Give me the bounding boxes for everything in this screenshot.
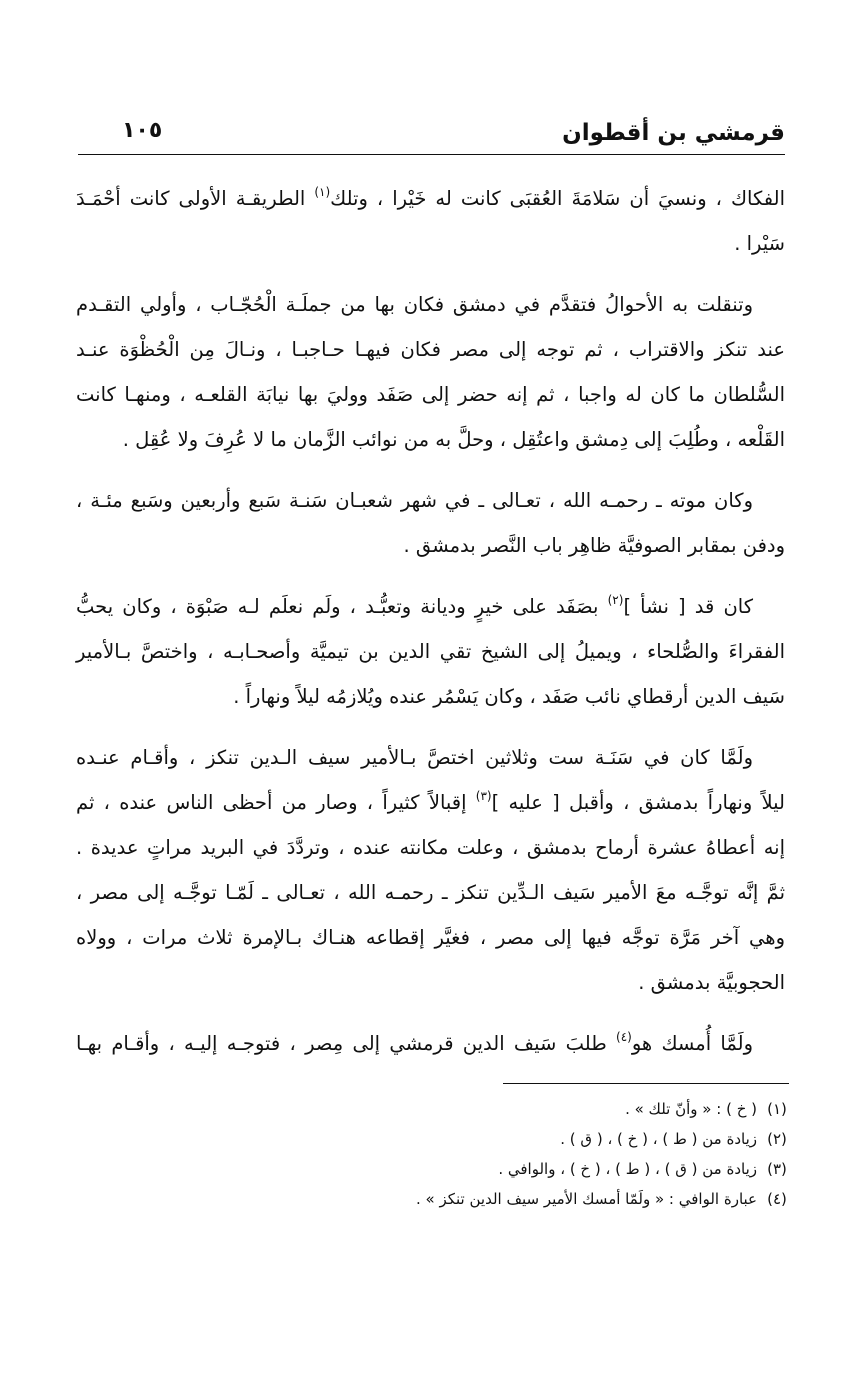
paragraph [76,1021,785,1066]
text-line: ولَمَّا كان في سَنَـة ست وثلاثين اختصَّ بـالأمير سيف الـدين تنكز ، وأقـام عنـده [76,746,753,769]
footnote [277,1184,797,1214]
text-line: السُّلطان ما كان له واجبا ، ثم إنه حضر إلى صَفَد ووليَ بها نيابَة القلعـه ، ومنهـا كانت [76,383,785,406]
text-line: سَيْرا . [734,232,785,255]
running-title: قرمشي بن أقطوان [562,120,785,146]
footnote-marker: (١) [314,185,331,199]
text-line: إنه أعطاهُ عشرة أرماح بدمشق ، وعلت مكانته عنده ، وتردَّدَ في البريد مراتٍ عديدة . [76,836,785,859]
paragraph [76,478,785,568]
text-line: الحجوبيَّة بدمشق . [638,971,785,994]
footnote-number: (٤) [767,1190,787,1208]
footnote-text: زيادة من ( ق ) ، ( ط ) ، ( خ ) ، والوافي . [498,1160,757,1178]
paragraph [76,282,785,462]
footnote-number: (٣) [767,1160,787,1178]
footnote-marker: (٣) [475,789,492,803]
footnote-number: (٢) [767,1130,787,1148]
text-line: وهي آخر مَرَّة توجَّه فيها إلى مصر ، فغيَّر إقطاعه هنـاك بـالإمرة ثلاث مرات ، وولاه [76,926,785,949]
page-header [78,118,785,155]
footnote-marker: (٤) [616,1030,632,1044]
paragraph [76,584,785,719]
footnote [277,1154,797,1184]
text-line: عند تنكز والاقتراب ، ثم توجه إلى مصر فكان فيهـا حـاجبـا ، ونـالَ مِن الْحُظْوَة عنـد [76,338,785,361]
text-line: كان قد [ نشأ ]$^{(٢)}$ بصَفَد على خيرٍ وديانة وتعبُّـد ، ولَم نعلَم لـه صَبْوَة ، وكان يحبُّ [76,593,753,618]
footnote-number: (١) [767,1100,787,1118]
text-line: الفقراءَ والصُّلحاء ، ويميلُ إلى الشيخ تقي الدين بن تيميَّة وأصحـابـه ، واختصَّ بـالأمير [76,640,785,663]
footnote-marker: (٢) [607,593,624,607]
text-line: ليلاً ونهاراً بدمشق ، وأقبل [ عليه ]$^{(٣)}$ إقبالاً كثيراً ، وصار من أحظى الناس عنده ، ثم [76,789,785,814]
text-line: ودفن بمقابر الصوفيَّة ظاهِر باب النَّصر بدمشق . [403,534,785,557]
footnote-text: ( خ ) : « وأنّ تلك » . [625,1100,757,1118]
text-line: ولَمَّا أُمسك هو$^{(٤)}$ طلبَ سَيف الدين قرمشي إلى مِصر ، فتوجـه إليـه ، وأقـام بهـا [76,1030,753,1055]
footnote-text: زيادة من ( ط ) ، ( خ ) ، ( ق ) . [560,1130,757,1148]
text-line: ثمَّ إنَّه توجَّـه معَ الأمير سَيف الـدِّين تنكز ـ رحمـه الله ، تعـالى ـ لَمّـا توجَّـه إلى مصر ، [76,881,785,904]
text-line: الفكاك ، ونسيَ أن سَلامَةَ العُقبَى كانت له خَيْرا ، وتلك$^{(١)}$ الطريقـة الأولى كانت أحْمَـدَ [76,185,785,210]
footnotes [277,1094,797,1214]
footnote [277,1094,797,1124]
paragraph [76,735,785,1005]
text-line: وتنقلت به الأحوالُ فتقدَّم في دمشق فكان بها من جملَـة الْحُجّـاب ، وأولي التقـدم [76,293,753,316]
page-number: ١٠٥ [122,118,163,143]
paragraph [76,176,785,266]
text-line: القَلْعه ، وطُلِبَ إلى دِمشق واعتُقِل ، وحلَّ به من نوائب الزَّمان ما لا عُرِفَ ولا عُقِل . [122,428,785,451]
footnote [277,1124,797,1154]
body-text [76,176,785,1082]
footnote-separator [503,1083,789,1084]
text-line: وكان موته ـ رحمـه الله ، تعـالى ـ في شهر شعبـان سَنـة سَبع وأربعين وسَبع مئـة ، [76,489,753,512]
footnote-text: عبارة الوافي : « ولَمّا أمسك الأمير سيف الدين تنكز » . [415,1190,757,1208]
text-line: سَيف الدين أرقطاي نائب صَفَد ، وكان يَسْمُر عنده ويُلازمُه ليلاً ونهاراً . [233,685,785,708]
